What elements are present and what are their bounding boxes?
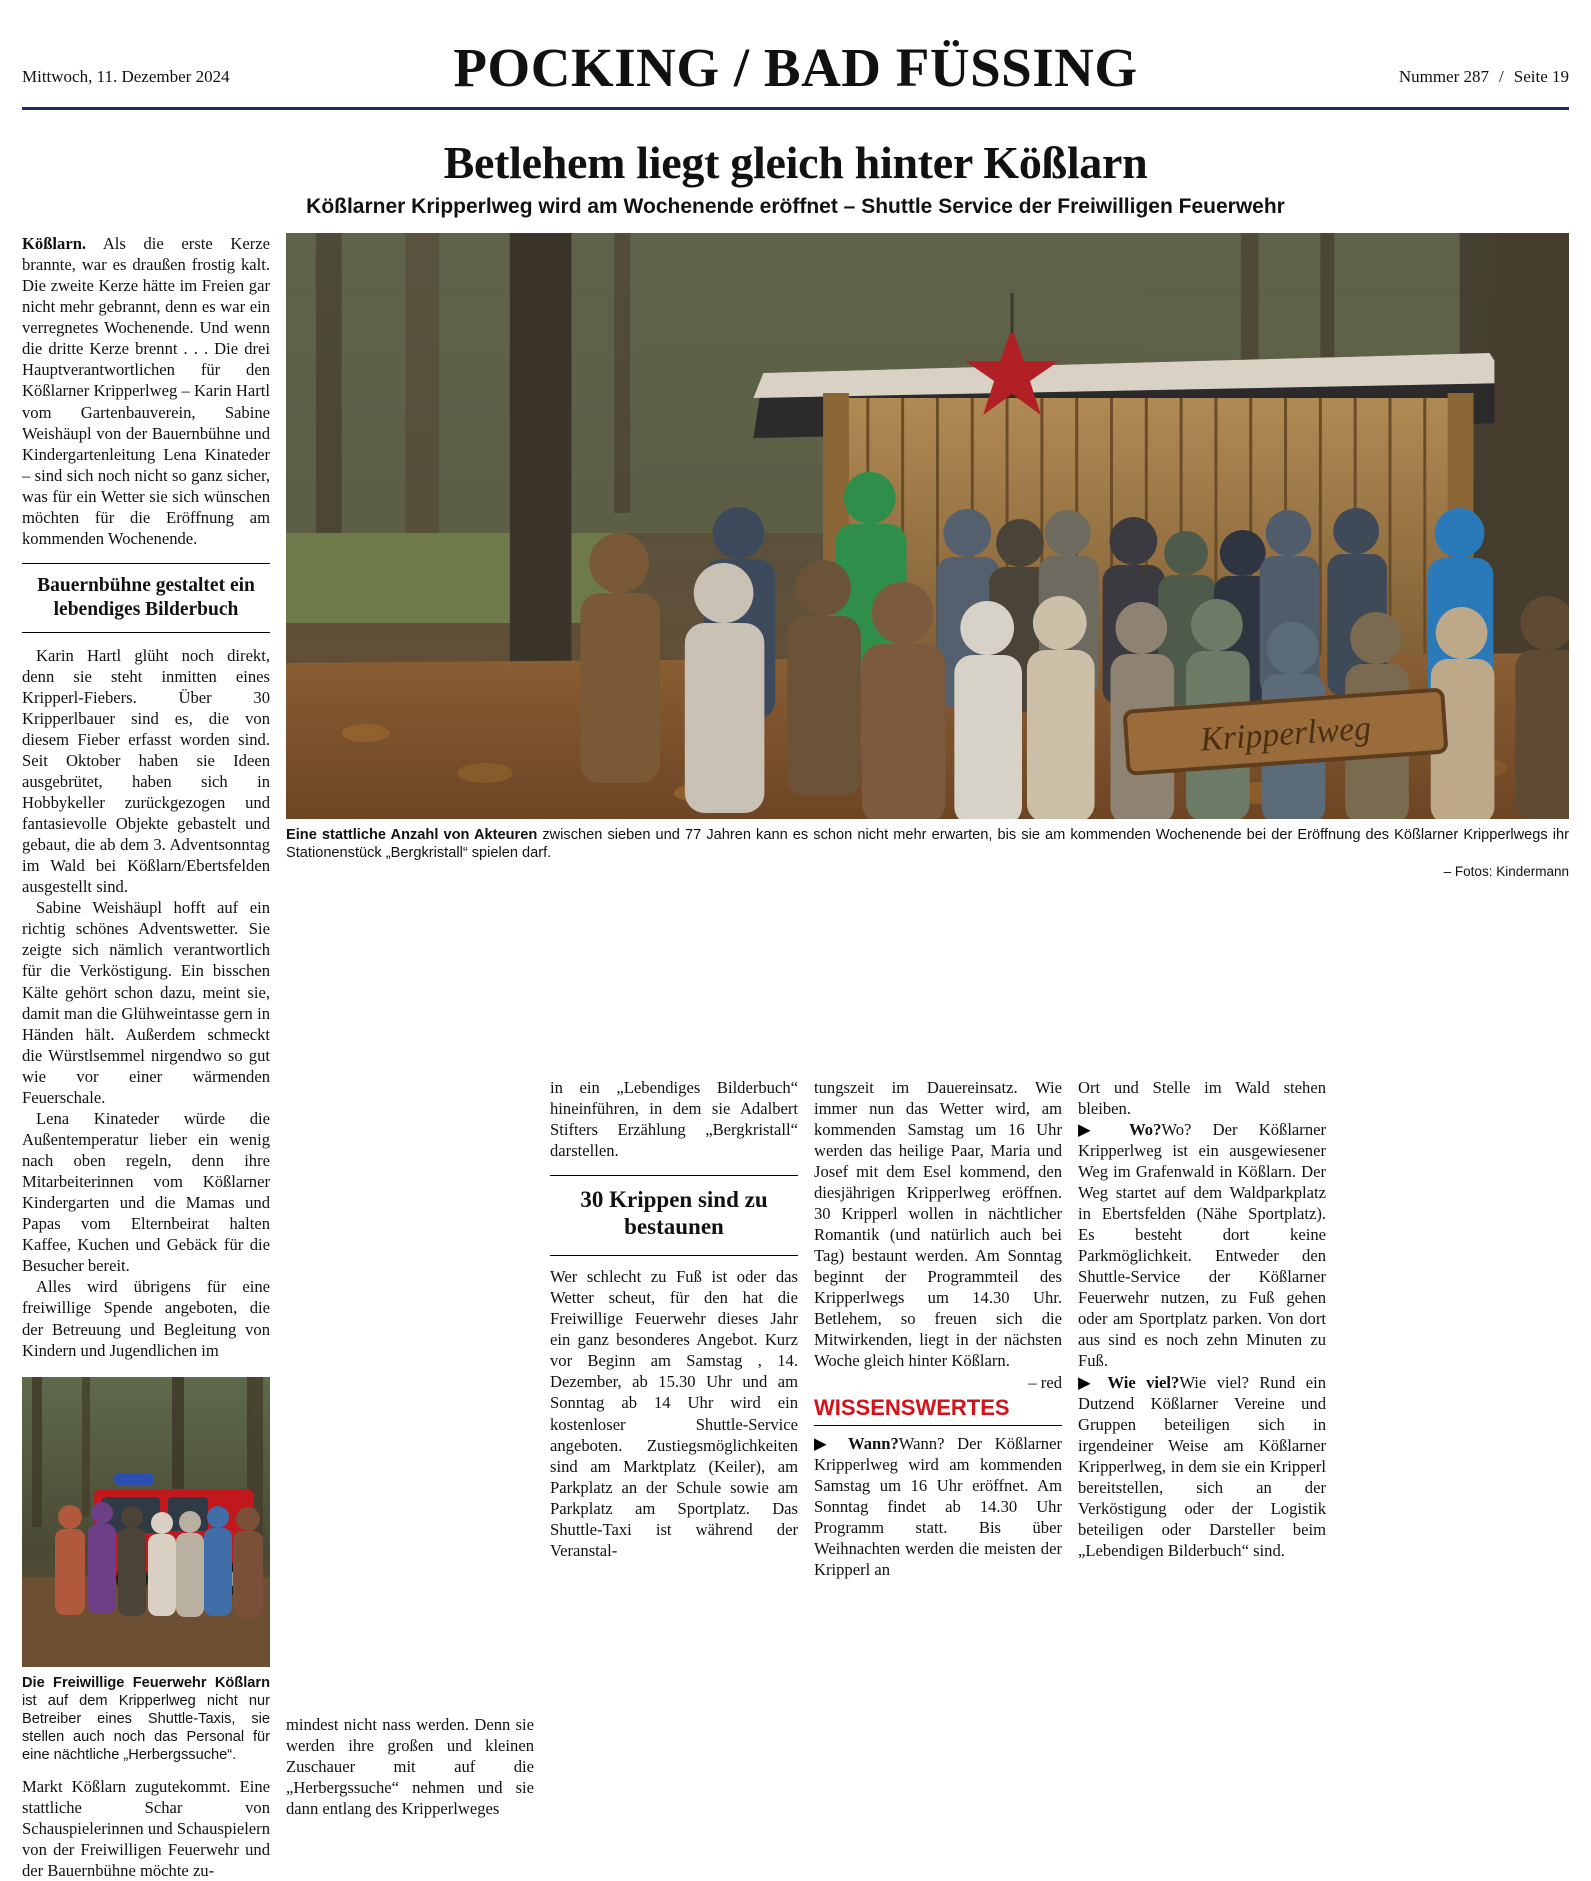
article-body xyxy=(0,233,1591,1881)
info-item-1 xyxy=(814,1433,1062,1580)
info-question-2: Wo? xyxy=(1129,1119,1162,1139)
caption-lead: Eine stattliche Anzahl von Akteuren xyxy=(286,827,538,843)
paragraph: Lena Kinateder würde die Außentemperatur lieber ein wenig nach oben regeln, denn ihre Mitarbeiterinnen vom Kößlarner Kindergarten und die Mamas und Papas vom Elternbeirat halten Kaffee, Kuchen und Gebäck für die Besucher bereit. xyxy=(22,1108,270,1276)
info-text-3: Wie viel? Rund ein Dutzend Kößlarner Vereine und Gruppen beteiligen sich in irgendeiner Weise am Kößlarner Kripperlweg, in dem sie ein Kripperl bereitstellen, sich an der Verköstigung oder der Logistik beteiligen oder Darsteller beim „Lebendigen Bilderbuch“ sind. xyxy=(1078,1372,1326,1560)
paragraph: mindest nicht nass werden. Denn sie werden ihre großen und kleinen Zuschauer mit auf die „Herbergssuche“ nehmen und sie dann entlang des Kripperlweges xyxy=(286,1714,534,1818)
subhead-rule-bottom xyxy=(22,632,270,633)
subhead-rule-top xyxy=(22,563,270,564)
masthead xyxy=(0,0,1591,101)
caption2-text: ist auf dem Kripperlweg nicht nur Betreiber eines Shuttle-Taxis, sie stellen auch noch das Personal für eine nächtliche „Herbergssuche“. xyxy=(22,1692,270,1763)
paragraph: Ort und Stelle im Wald stehen bleiben. xyxy=(1078,1077,1326,1118)
paragraph xyxy=(1078,1372,1326,1562)
svg-text:Kripperlweg: Kripperlweg xyxy=(1199,709,1373,759)
caption2-lead: Die Freiwillige Feuerwehr Kößlarn xyxy=(22,1674,270,1691)
caption-text: zwischen sieben und 77 Jahren kann es schon nicht mehr erwarten, bis sie am kommenden Wochenende bei der Eröffnung des Kößlarner Kripperlwegs ihr Stationenstück „Bergkristall“ spielen darf. xyxy=(286,827,1570,862)
masthead-separator: / xyxy=(1499,67,1504,86)
info-text-2: Wo? Der Kößlarner Kripperlweg ist ein ausgewiesener Weg im Grafenwald in Kößlarn. Der Weg startet auf dem Waldparkplatz in Ebertsfelden (Nähe Sportplatz). Es besteht dort keine Parkmöglichkeit. Entweder den Shuttle-Service der Kößlarner Feuerwehr nutzen, zu Fuß gehen oder am Sportplatz parken. Von dort aus sind es noch zehn Minuten zu Fuß. xyxy=(1078,1119,1327,1371)
masthead-rule xyxy=(22,107,1569,110)
column-1-text xyxy=(22,233,270,549)
main-photo-caption xyxy=(286,826,1569,862)
subhead-1: Bauernbühne gestaltet ein lebendiges Bilderbuch xyxy=(37,574,255,620)
subhead-2: 30 Krippen sind zu bestaunen xyxy=(580,1186,768,1240)
column-3-spacer xyxy=(286,1377,534,1714)
paragraph: Karin Hartl glüht noch direkt, denn sie steht inmitten eines Kripperl-Fiebers. Über 30 Kripperlbauer sind es, die von diesem Fieber erfasst worden sind. Seit Oktober haben sie Ideen ausgebrütet, haben sich in Hobbykeller zurückgezogen und fantasievolle Objekte gebastelt und gebaut, die ab dem 3. Adventsonntag im Wald bei Kößlarn/Ebertsfelden ausgestellt sind. xyxy=(22,645,270,897)
photo-credit: – Fotos: Kindermann xyxy=(1443,864,1569,880)
bullet-icon: ▶ xyxy=(814,1433,836,1453)
page-title: Betlehem liegt gleich hinter Kößlarn xyxy=(443,137,1148,188)
paragraph-opening xyxy=(22,233,270,549)
main-photo xyxy=(286,233,1569,819)
second-photo xyxy=(22,1377,270,1667)
main-photo-illustration xyxy=(286,233,1569,819)
masthead-page-info xyxy=(1309,67,1569,95)
dateline: Kößlarn. xyxy=(22,234,87,253)
info-question-3: Wie viel? xyxy=(1107,1372,1180,1392)
column-2 xyxy=(22,1377,270,1881)
page-number: Seite 19 xyxy=(1513,67,1569,86)
top-area xyxy=(22,233,1569,1361)
info-question-1: Wann? xyxy=(848,1433,899,1453)
paragraph: Alles wird übrigens für eine freiwillige Spende angeboten, die der Betreuung und Begleitung von Kindern und Jugendlichen im xyxy=(22,1277,270,1360)
byline: – red xyxy=(1028,1372,1062,1392)
masthead-title: POCKING / BAD FÜSSING xyxy=(453,37,1138,98)
second-photo-illustration xyxy=(22,1377,270,1667)
info-box-rule xyxy=(814,1425,1062,1426)
paragraph: in ein „Lebendiges Bilderbuch“ hineinführen, in dem sie Adalbert Stifters Erzählung „Bergkristall“ darstellen. xyxy=(550,1077,798,1160)
paragraph xyxy=(814,1433,1062,1580)
column-1 xyxy=(22,233,270,1361)
paragraph: Markt Kößlarn zugutekommt. Eine stattliche Schar von Schauspielerinnen und Schauspielern von der Freiwilligen Feuerwehr und der Bauernbühne möchte zu- xyxy=(22,1777,270,1881)
masthead-date: Mittwoch, 11. Dezember 2024 xyxy=(22,67,230,86)
issue-number: Nummer 287 xyxy=(1398,67,1490,86)
paragraph: tungszeit im Dauereinsatz. Wie immer nun das Wetter wird, am kommenden Samstag um 16 Uhr werden das heilige Paar, Maria und Josef mit dem Esel kommend, den diesjährigen Kripperlweg eröffnen. 30 Kripperl wollen in nächtlicher Romantik (und natürlich auch bei Tag) bestaunt werden. Am Sonntag beginnt der Programmteil des Kripperlwegs um 14.30 Uhr. Betlehem, so freuen sich die Mitwirkenden, liegt in der nächsten Woche gleich hinter Kößlarn. xyxy=(814,1077,1062,1371)
info-text-1: Wann? Der Kößlarner Kripperlweg wird am kommenden Samstag um 16 Uhr eröffnet. Am Sonntag findet ab 14.30 Uhr Programm statt. Bis über Weihnachten werden die meisten der Kripperl an xyxy=(814,1433,1062,1579)
bullet-icon: ▶ xyxy=(1078,1372,1098,1392)
column-2-text xyxy=(22,1776,270,1881)
main-photo-block xyxy=(286,233,1569,1361)
paragraph: Sabine Weishäupl hofft auf ein richtig schönes Adventswetter. Sie zeigte sich nämlich verantwortlich für die Verköstigung. Ein bisschen Kälte gehört schon dazu, meint sie, damit man die Glühweintasse gern in Händen hält. Außerdem schmeckt die Würstlsemmel nirgendwo so gut wie vor einer wärmenden Feuerschale. xyxy=(22,898,270,1107)
second-photo-caption xyxy=(22,1674,270,1764)
page-subtitle: Kößlarner Kripperlweg wird am Wochenende eröffnet – Shuttle Service der Freiwilligen Feuerwehr xyxy=(306,195,1285,218)
info-box-title: WISSENSWERTES xyxy=(814,1394,1010,1420)
column-3-text xyxy=(286,1714,534,1819)
paragraph-opening-text: Als die erste Kerze brannte, war es draußen frostig kalt. Die zweite Kerze hätte im Freien gar nicht mehr gebrannt, denn es war ein verregnetes Wochenende. Und wenn die dritte Kerze brennt . . . Die drei Hauptverantwortlichen für den Kößlarner Kripperlweg – Karin Hartl vom Gartenbauverein, Sabine Weishäupl von der Bauernbühne und Kindergartenleitung Lena Kinateder – sind sich noch nicht so ganz sicher, was für ein Wetter sie sich wünschen möchten für die Eröffnung am kommenden Wochenende. xyxy=(22,234,270,548)
column-1-text-2 xyxy=(22,645,270,1361)
bullet-icon: ▶ xyxy=(1078,1119,1108,1139)
paragraph: Wer schlecht zu Fuß ist oder das Wetter scheut, für den hat die Freiwillige Feuerwehr dieses Jahr ein ganz besonderes Angebot. Kurz vor Beginn am Samstag , 14. Dezember, ab 15.30 Uhr und am Sonntag ab 14 Uhr wird ein kostenloser Shuttle-Service angeboten. Zustiegsmöglichkeiten sind am Marktplatz (Keiler), am Parkplatz an der Schule sowie am Parkplatz am Sportplatz. Das Shuttle-Taxi ist während der Veranstal- xyxy=(550,1267,798,1560)
column-3 xyxy=(286,1377,534,1881)
